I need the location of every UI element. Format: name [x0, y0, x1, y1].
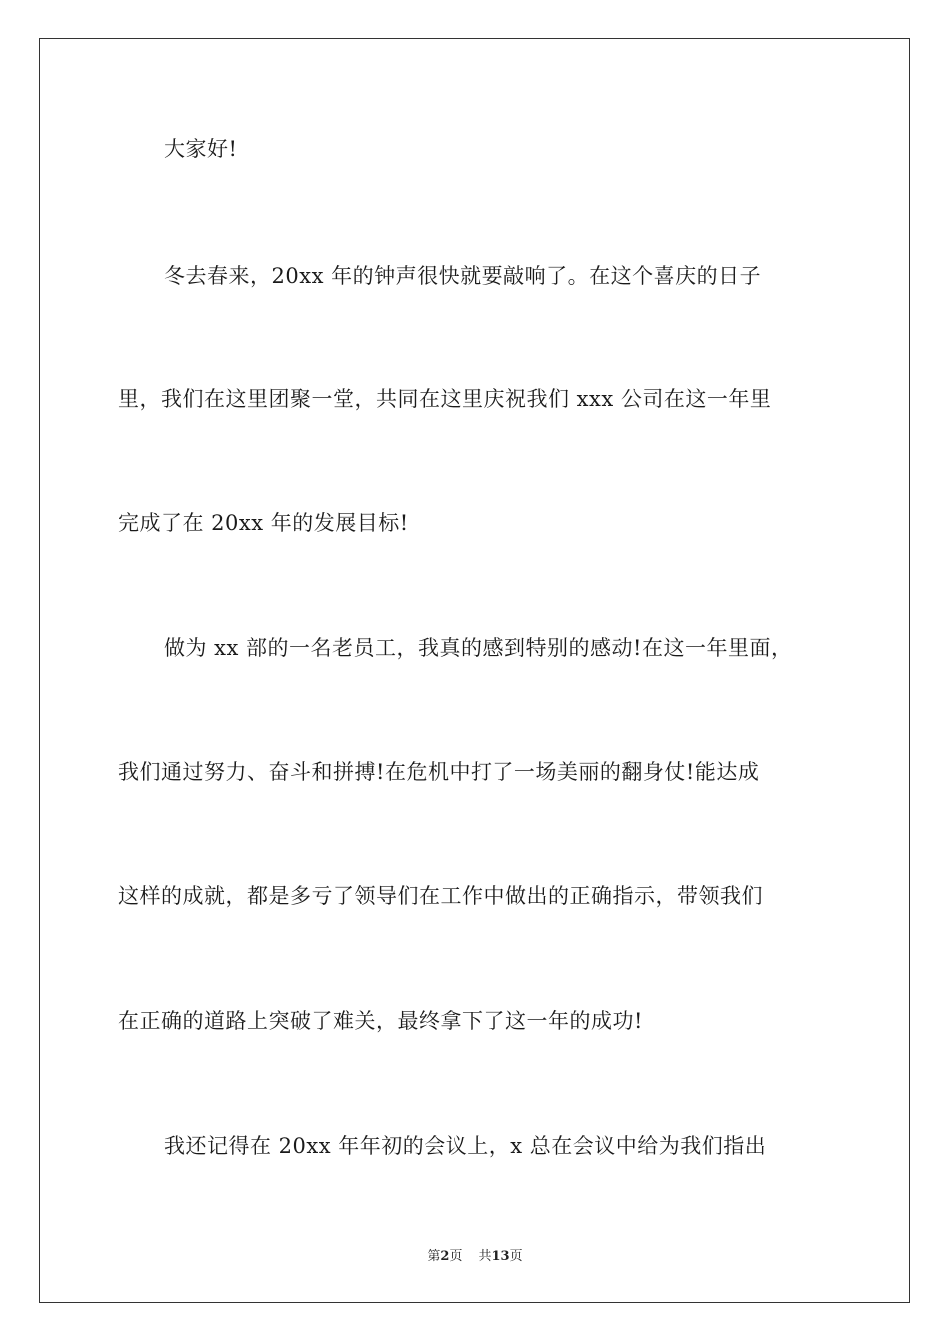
page-unit: 页: [449, 1249, 463, 1264]
paragraph-2-line-2: 我们通过努力、奋斗和拼搏!在危机中打了一场美丽的翻身仗!能达成: [118, 760, 760, 784]
paragraph-1-line-1: 冬去春来，20xx 年的钟声很快就要敲响了。在这个喜庆的日子: [164, 264, 762, 288]
page-current: 2: [440, 1249, 450, 1264]
paragraph-2-line-1: 做为 xx 部的一名老员工，我真的感到特别的感动!在这一年里面，: [164, 636, 793, 660]
paragraph-1-line-3: 完成了在 20xx 年的发展目标!: [118, 511, 409, 535]
total-unit: 页: [509, 1249, 523, 1264]
page-border: [39, 38, 910, 1303]
greeting-line: 大家好!: [164, 137, 238, 161]
paragraph-2-line-4: 在正确的道路上突破了难关，最终拿下了这一年的成功!: [118, 1009, 643, 1033]
total-prefix: 共: [478, 1249, 492, 1264]
paragraph-1-line-2: 里，我们在这里团聚一堂，共同在这里庆祝我们 xxx 公司在这一年里: [118, 387, 772, 411]
page-total: 13: [491, 1249, 510, 1264]
page-footer: [0, 1249, 950, 1265]
paragraph-3-line-1: 我还记得在 20xx 年年初的会议上，x 总在会议中给为我们指出: [164, 1134, 767, 1158]
page-prefix: 第: [427, 1249, 441, 1264]
paragraph-2-line-3: 这样的成就，都是多亏了领导们在工作中做出的正确指示，带领我们: [118, 884, 763, 908]
